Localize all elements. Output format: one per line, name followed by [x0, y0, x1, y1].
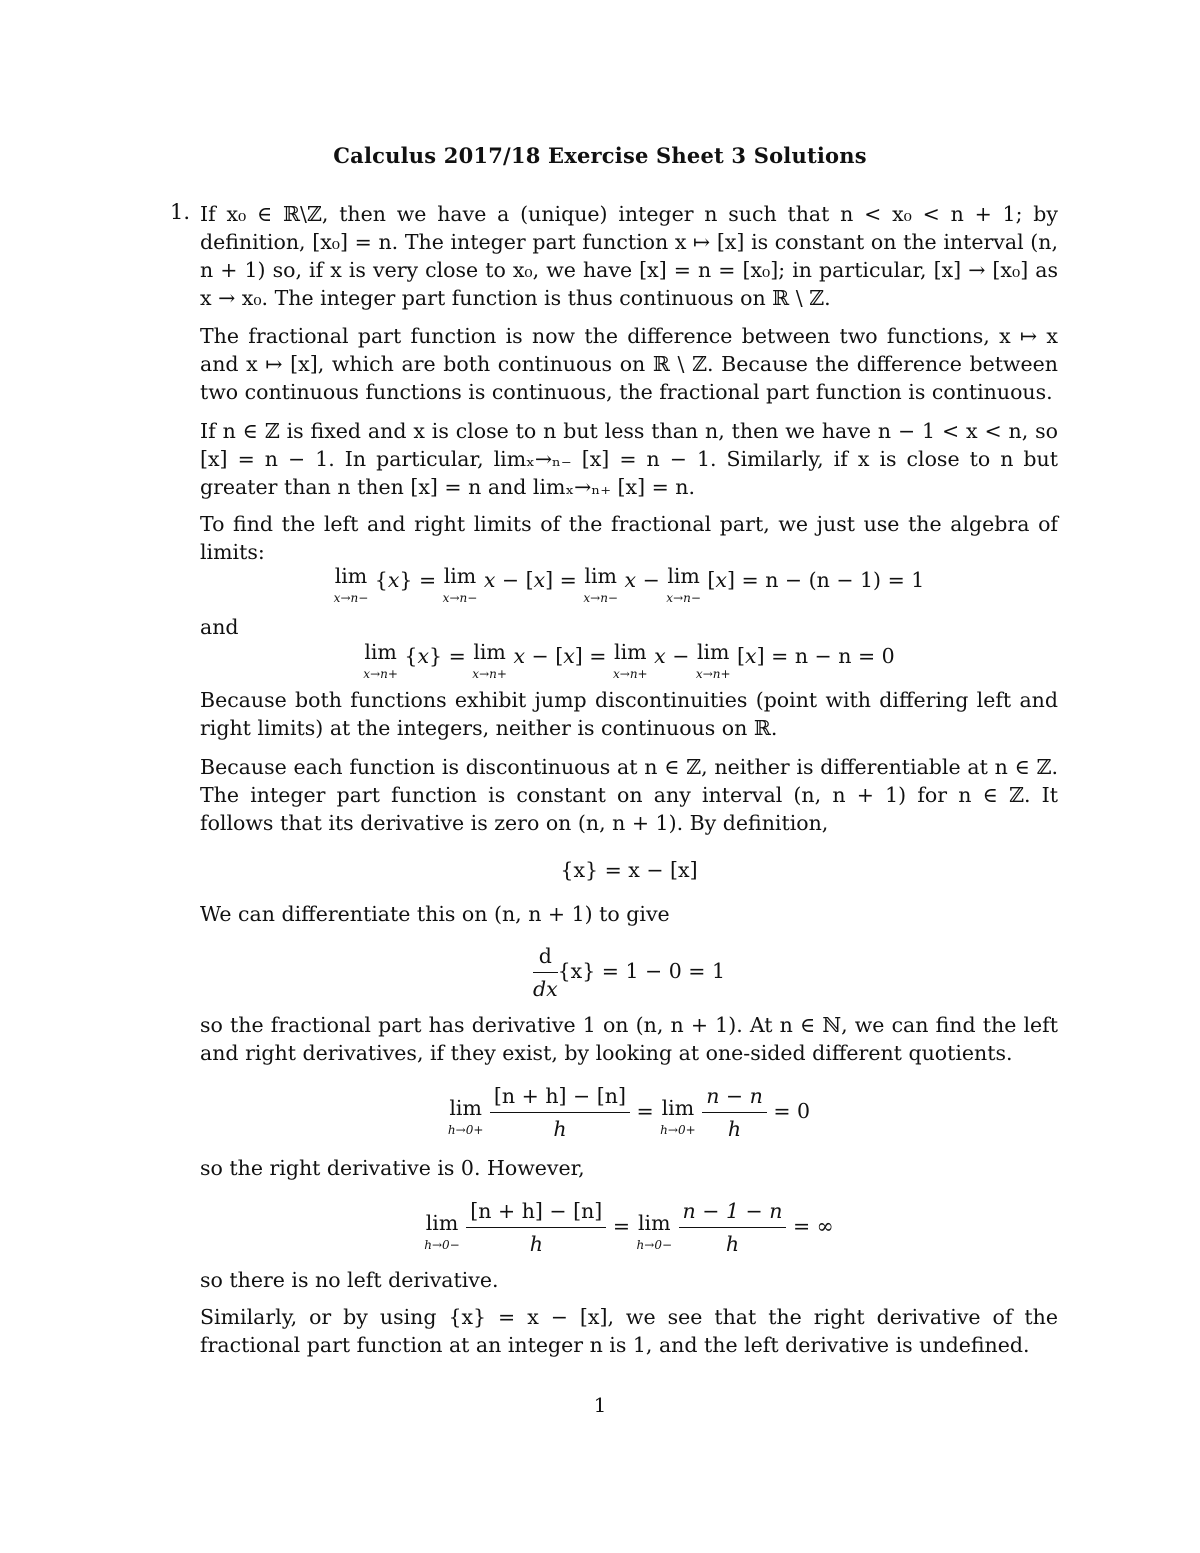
equation-derivative [200, 942, 1058, 1003]
paragraph-algebra-of-limits: To find the left and right limits of the fractional part, we just use the algebra of limits: [200, 512, 1058, 564]
equation-right-limit: lim x→n+ {x} = lim x→n+ x − [x] = lim x→n+ x − lim x→n+ [x] = n − n = 0 [363, 640, 895, 681]
paragraph-one-sided-quotients: so the fractional part has derivative 1 on (n, n + 1). At n ∈ ℕ, we can find the left and right derivatives, if they exist, by looking at one-sided different quotients. [200, 1013, 1058, 1065]
quotient-fraction: $\frac{n - n}{h}$ [702, 1082, 767, 1143]
quotient-fraction: $\frac{n - 1 - n}{h}$ [679, 1197, 787, 1258]
paragraph-jump-discontinuities: Because both functions exhibit jump discontinuities (point with differing left and right limits) at the integers, neither is continuous on ℝ. [200, 688, 1058, 740]
paragraph-fractional-part-continuity: The fractional part function is now the difference between two functions, x ↦ x and x ↦ [x], which are both continuous on ℝ \ ℤ. Because the difference between two continuous functions is continuous, the fractional part function is continuous. [200, 324, 1058, 404]
lim-operator: lim x→n+ [472, 640, 507, 681]
equation-left-quotient: lim h→0− $\frac{[n + h] - [n]}{h}$ = lim h→0− $\frac{n - 1 - n}{h}$ = ∞ [424, 1199, 834, 1256]
paragraph-differentiability: Because each function is discontinuous at n ∈ ℤ, neither is differentiable at n ∈ ℤ. The integer part function is constant on any interval (n, n + 1) for n ∈ ℤ. It follows that its derivative is zero on (n, n + 1). By definition, [200, 755, 1058, 835]
quotient-fraction: $\frac{[n + h] - [n]}{h}$ [490, 1082, 630, 1143]
lim-operator: lim x→n+ [613, 640, 648, 681]
paragraph-and: and [200, 615, 239, 639]
lim-operator: lim h→0− [636, 1211, 673, 1252]
quotient-result: = 0 [773, 1099, 811, 1123]
lim-operator: lim h→0− [424, 1211, 460, 1252]
paragraph-integer-part-limits: If n ∈ ℤ is fixed and x is close to n but less than n, then we have n − 1 < x < n, so [x] = n − 1. In particular, limₓ→ₙ₋ [x] = n − 1. Similarly, if x is close to n but greater than n then [x] = n and limₓ→ₙ₊ [x] = n. [200, 419, 1058, 499]
quotient-result: = ∞ [792, 1214, 834, 1238]
equation-definition: {x} = x − [x] [560, 858, 698, 882]
lim-operator: lim x→n− [666, 564, 701, 605]
document-title: Calculus 2017/18 Exercise Sheet 3 Solutions [333, 143, 867, 168]
paragraph-integer-part-continuity: If x₀ ∈ ℝ\ℤ, then we have a (unique) integer n such that n < x₀ < n + 1; by definition, [x₀] = n. The integer part function x ↦ [x] is constant on the interval (n, n + 1) so, if x is very close to x₀, we have [x] = n = [x₀]; in particular, [x] → [x₀] as x → x₀. The integer part function is thus continuous on ℝ \ ℤ. [200, 202, 1058, 310]
equation-right-quotient: lim h→0+ $\frac{[n + h] - [n]}{h}$ = lim h→0+ $\frac{n - n}{h}$ = 0 [447, 1084, 811, 1141]
lim-operator: lim h→0+ [660, 1096, 696, 1137]
equation-rhs: = n − (n − 1) = 1 [741, 568, 925, 592]
quotient-fraction: $\frac{[n + h] - [n]}{h}$ [466, 1197, 606, 1258]
lim-operator: lim x→n− [333, 564, 369, 605]
equation-left-limit: lim x→n− {x} = lim x→n− x − [x] = lim x→n− x − lim x→n− [x] = n − (n − 1) = 1 [333, 564, 925, 605]
lim-operator: lim h→0+ [447, 1096, 484, 1137]
paragraph-no-left-derivative: so there is no left derivative. [200, 1268, 499, 1292]
paragraph-differentiate: We can differentiate this on (n, n + 1) to give [200, 902, 670, 926]
derivative-rhs: {x} = 1 − 0 = 1 [557, 959, 726, 983]
lim-operator: lim x→n+ [695, 640, 731, 681]
lim-operator: lim x→n− [442, 564, 478, 605]
paragraph-conclusion: Similarly, or by using {x} = x − [x], we see that the right derivative of the fractional part function at an integer n is 1, and the left derivative is undefined. [200, 1305, 1058, 1357]
lim-operator: lim x→n+ [363, 640, 398, 681]
derivative-fraction: $\frac{d}{dx}$ [532, 944, 558, 1001]
paragraph-right-derivative: so the right derivative is 0. However, [200, 1156, 585, 1180]
lim-operator: lim x→n− [583, 564, 618, 605]
item-number: 1. [170, 200, 191, 224]
page-number: 1 [593, 1393, 607, 1417]
equation-rhs: = n − n = 0 [771, 644, 895, 668]
